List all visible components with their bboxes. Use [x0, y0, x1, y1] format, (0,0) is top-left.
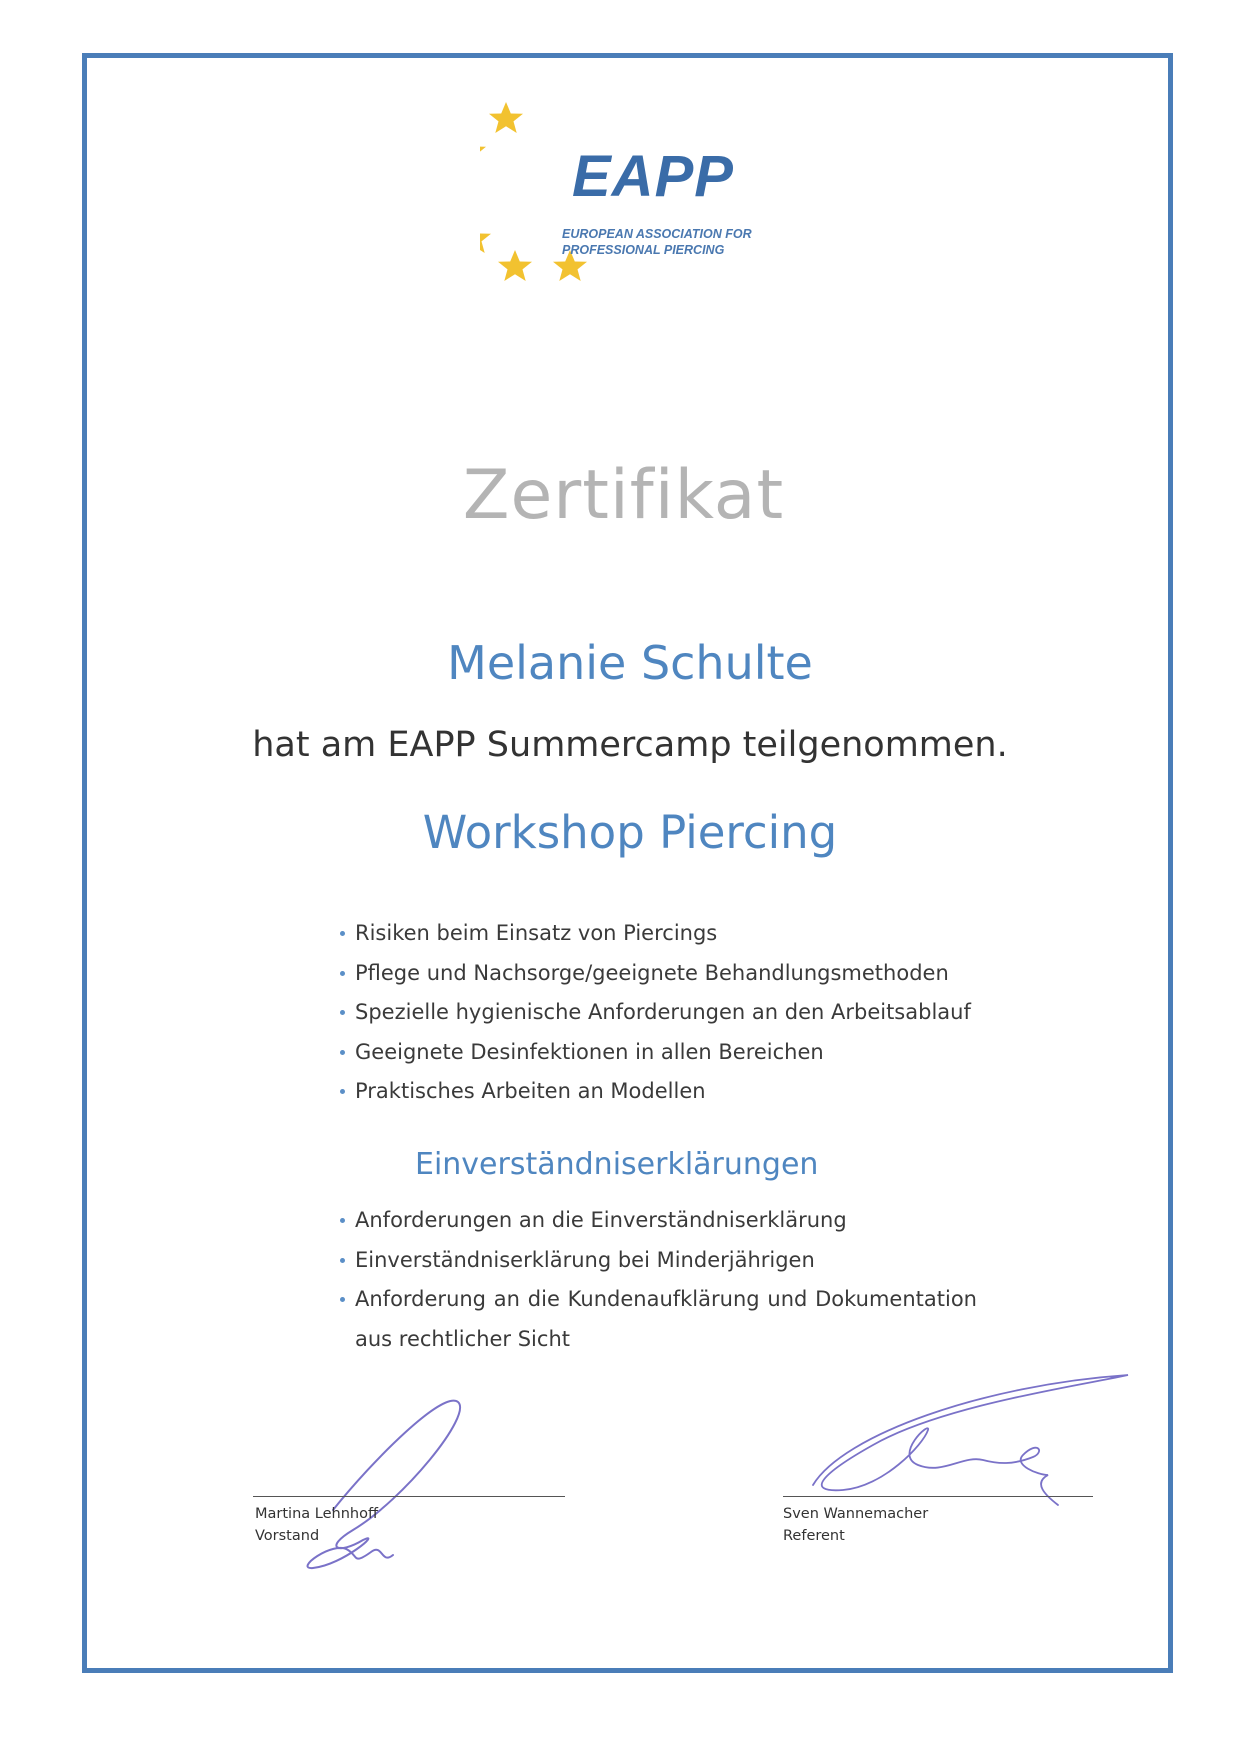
- handwritten-signature: [253, 1380, 573, 1580]
- recipient-name: Melanie Schulte: [447, 636, 813, 690]
- logo-stars: [480, 100, 780, 330]
- topic-item: Anforderungen an die Einverständniserklärung: [338, 1201, 977, 1241]
- star-icon: [480, 135, 486, 166]
- topic-item: Einverständniserklärung bei Minderjährigen: [338, 1241, 977, 1281]
- workshop-title: Workshop Piercing: [422, 806, 838, 859]
- star-icon: [498, 250, 532, 281]
- topic-item: Risiken beim Einsatz von Piercings: [338, 914, 971, 954]
- topic-item: Praktisches Arbeiten an Modellen: [338, 1072, 971, 1112]
- star-icon: [480, 222, 491, 253]
- certificate-title: Zertifikat: [462, 456, 785, 535]
- eapp-logo: [480, 100, 780, 330]
- signature-block-left: [253, 1380, 573, 1580]
- signature-line: [253, 1496, 565, 1497]
- topic-item: Spezielle hygienische Anforderungen an den Arbeitsablauf: [338, 993, 971, 1033]
- signatory-name: Sven Wannemacher: [783, 1506, 929, 1522]
- signatory-role: Referent: [783, 1528, 845, 1544]
- signature-block-right: [783, 1365, 1143, 1565]
- topic-item: Anforderung an die Kundenaufklärung und Dokumentation aus rechtlicher Sicht: [338, 1280, 977, 1359]
- logo-subtitle: [562, 226, 752, 258]
- participation-statement: hat am EAPP Summercamp teilgenommen.: [252, 725, 1008, 765]
- logo-subtitle-line: PROFESSIONAL PIERCING: [562, 243, 725, 257]
- workshop-topics: [338, 914, 971, 1112]
- signature-line: [783, 1496, 1093, 1497]
- logo-wordmark: EAPP: [572, 144, 734, 209]
- signatory-name: Martina Lehnhoff: [255, 1506, 378, 1522]
- star-icon: [489, 102, 523, 133]
- topic-item: Geeignete Desinfektionen in allen Bereichen: [338, 1033, 971, 1073]
- section-heading: Einverständniserklärungen: [415, 1147, 819, 1182]
- consent-topics: [338, 1201, 977, 1359]
- signatory-role: Vorstand: [255, 1528, 320, 1544]
- logo-subtitle-line: EUROPEAN ASSOCIATION FOR: [562, 227, 752, 241]
- topic-item: Pflege und Nachsorge/geeignete Behandlungsmethoden: [338, 954, 971, 994]
